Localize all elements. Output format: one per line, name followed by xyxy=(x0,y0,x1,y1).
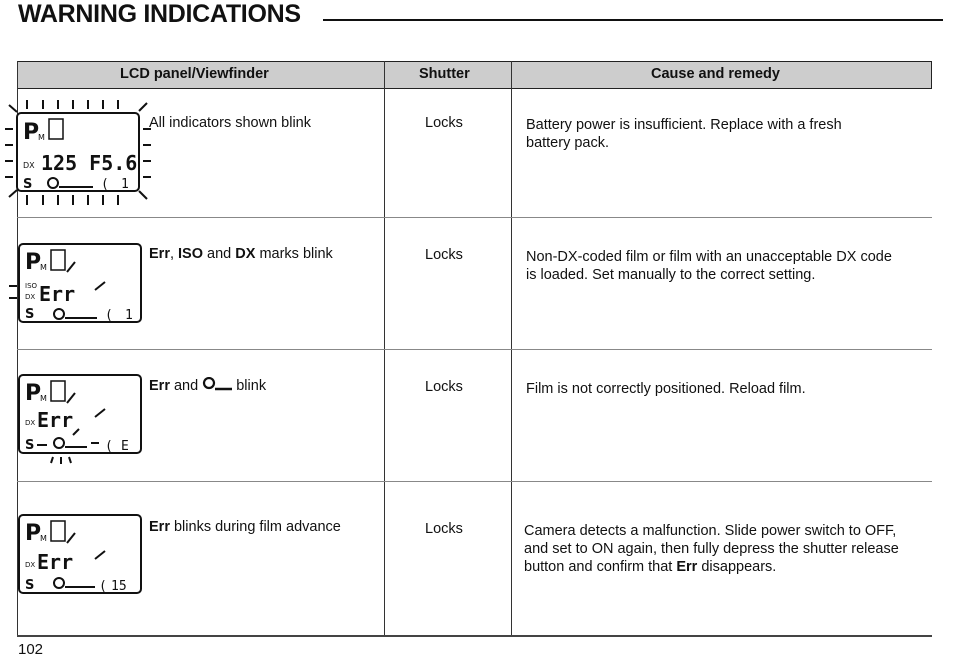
lcd-frame-counter: E xyxy=(121,439,129,454)
film-loading-icon xyxy=(202,377,232,391)
row4-remedy: Camera detects a malfunction. Slide power switch to OFF, and set to ON again, then fully depress the shutter release button and confirm that Err disappears. xyxy=(524,523,899,575)
lcd-illustration-battery xyxy=(3,95,153,210)
header-lcd-panel: LCD panel/Viewfinder xyxy=(120,66,269,82)
svg-text:P: P xyxy=(25,250,42,275)
lcd-frame-counter: 15 xyxy=(111,579,127,594)
row2-condition: Err, ISO and DX marks blink xyxy=(149,246,333,262)
lcd-err: Err xyxy=(39,282,76,306)
row3-condition: Err and blink xyxy=(149,378,267,394)
svg-text:(: ( xyxy=(101,177,109,192)
svg-text:(: ( xyxy=(105,308,113,323)
row3-shutter: Locks xyxy=(425,379,463,395)
row4-condition: Err blinks during film advance xyxy=(149,519,341,535)
lcd-err: Err xyxy=(37,408,74,432)
lcd-illustration-malfunction xyxy=(7,511,157,601)
svg-text:P: P xyxy=(23,120,40,145)
lcd-illustration-film-position xyxy=(7,371,157,466)
svg-text:M: M xyxy=(40,534,47,543)
row1-remedy: Battery power is insufficient. Replace with a fresh battery pack. xyxy=(526,117,842,151)
svg-text:DX: DX xyxy=(25,293,36,301)
table-header xyxy=(17,61,932,89)
row2-shutter: Locks xyxy=(425,247,463,263)
row1-shutter: Locks xyxy=(425,115,463,131)
svg-text:M: M xyxy=(40,394,47,403)
svg-text:DX: DX xyxy=(25,561,36,569)
lcd-digits: 125 F5.6 xyxy=(41,151,138,175)
row2-remedy: Non-DX-coded film or film with an unacceptable DX code is loaded. Set manually to the correct setting. xyxy=(526,249,892,283)
svg-text:P: P xyxy=(25,521,42,546)
lcd-illustration-dx-error xyxy=(7,238,157,328)
lcd-err: Err xyxy=(37,550,74,574)
svg-text:ISO: ISO xyxy=(25,282,38,290)
table-bottom-rule xyxy=(17,635,932,637)
svg-text:(: ( xyxy=(99,579,107,594)
lcd-frame-counter: 1 xyxy=(125,308,133,323)
row4-shutter: Locks xyxy=(425,521,463,537)
svg-text:S: S xyxy=(25,438,35,453)
svg-text:DX: DX xyxy=(23,161,35,170)
svg-text:DX: DX xyxy=(25,419,36,427)
svg-text:M: M xyxy=(38,133,45,142)
svg-text:P: P xyxy=(25,381,42,406)
header-shutter: Shutter xyxy=(419,66,470,82)
svg-text:(: ( xyxy=(105,439,113,454)
header-cause-remedy: Cause and remedy xyxy=(651,66,780,82)
svg-text:S: S xyxy=(25,307,35,322)
page-number: 102 xyxy=(18,641,44,658)
svg-text:M: M xyxy=(40,263,47,272)
row-divider-1 xyxy=(17,217,932,218)
row1-condition: All indicators shown blink xyxy=(149,115,311,131)
page-title: WARNING INDICATIONS xyxy=(18,0,301,28)
row3-remedy: Film is not correctly positioned. Reload film. xyxy=(526,381,806,397)
row-divider-2 xyxy=(17,349,932,350)
svg-text:S: S xyxy=(25,578,35,593)
warning-table xyxy=(17,61,932,636)
row-divider-3 xyxy=(17,481,932,482)
lcd-frame-counter: 1 xyxy=(121,177,129,192)
title-rule xyxy=(323,19,943,21)
svg-text:S: S xyxy=(23,177,33,192)
